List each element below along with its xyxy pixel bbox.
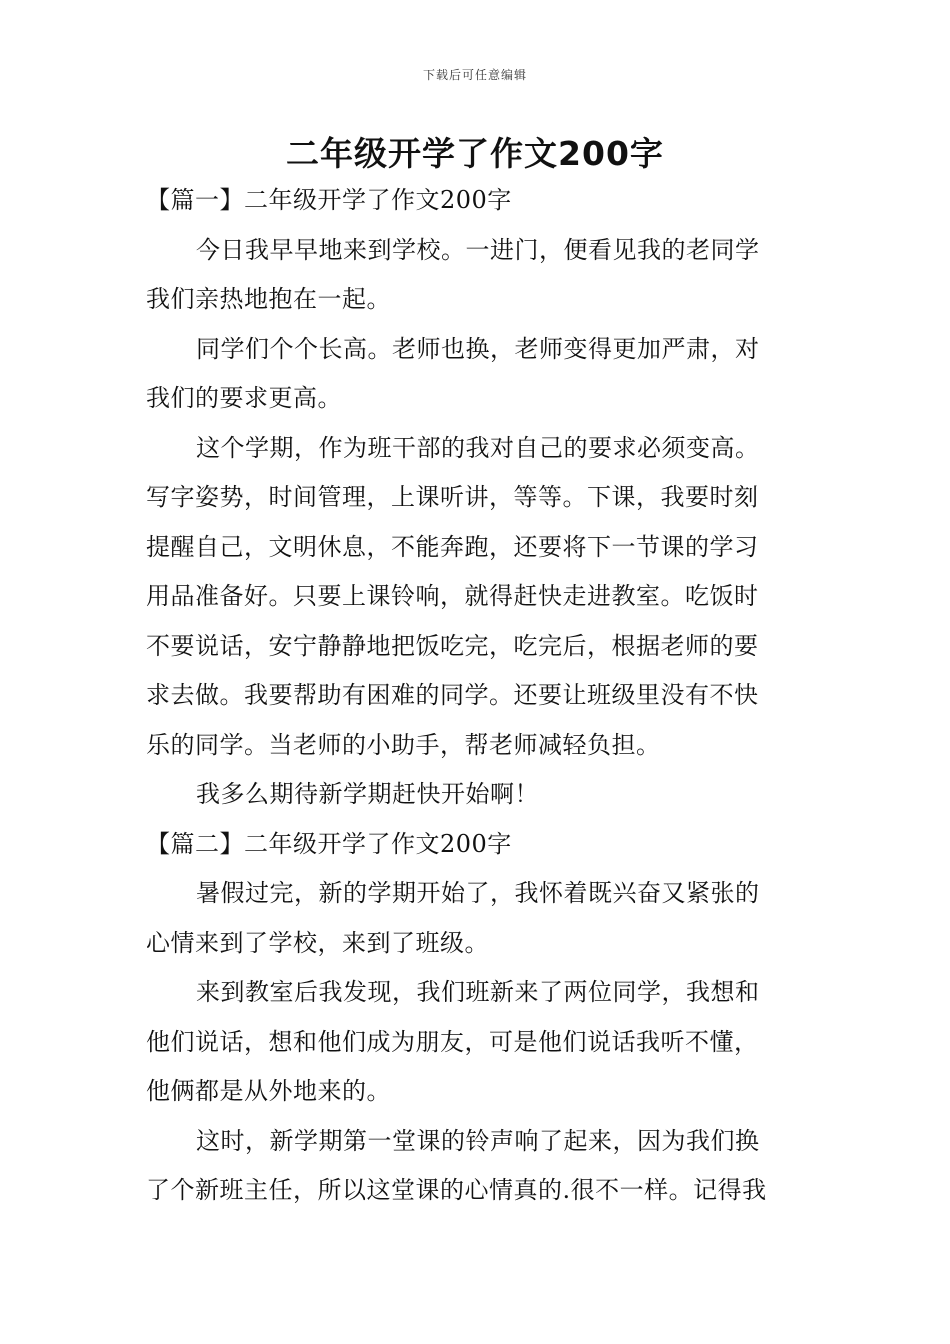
paragraph-line: 同学们个个长高。老师也换，老师变得更加严肃，对	[196, 334, 760, 363]
paragraph-line: 用品准备好。只要上课铃响，就得赶快走进教室。吃饭时	[146, 582, 759, 610]
paragraph-line: 心情来到了学校，来到了班级。	[146, 928, 489, 957]
paragraph-line: 我们亲热地抱在一起。	[146, 285, 391, 313]
header-note: 下载后可任意编辑	[422, 68, 527, 82]
paragraph-line: 乐的同学。当老师的小助手，帮老师减轻负担。	[146, 730, 661, 759]
paragraph-line: 我多么期待新学期赶快开始啊！	[196, 780, 539, 808]
document-body	[146, 176, 808, 1216]
section-heading-1: 【篇一】二年级开学了作文200字	[146, 186, 512, 214]
paragraph-line: 我们的要求更高。	[146, 384, 342, 412]
paragraph-line: 提醒自己，文明休息，不能奔跑，还要将下一节课的学习	[146, 532, 759, 561]
paragraph-line: 不要说话，安宁静静地把饭吃完，吃完后，根据老师的要	[146, 631, 759, 660]
section-heading-2: 【篇二】二年级开学了作文200字	[146, 829, 512, 858]
paragraph-line: 求去做。我要帮助有困难的同学。还要让班级里没有不快	[146, 681, 759, 709]
paragraph-line: 写字姿势，时间管理，上课听讲，等等。下课，我要时刻	[146, 483, 759, 511]
paragraph-line: 今日我早早地来到学校。一进门，便看见我的老同学	[196, 235, 760, 264]
paragraph-line: 了个新班主任，所以这堂课的心情真的.很不一样。记得我	[146, 1176, 767, 1204]
paragraph-line: 这个学期，作为班干部的我对自己的要求必须变高。	[196, 433, 760, 462]
paragraph-line: 来到教室后我发现，我们班新来了两位同学，我想和	[196, 978, 760, 1006]
paragraph-line: 暑假过完，新的学期开始了，我怀着既兴奋又紧张的	[196, 879, 760, 907]
paragraph-line: 他们说话，想和他们成为朋友，可是他们说话我听不懂，	[146, 1027, 759, 1056]
paragraph-line: 他俩都是从外地来的。	[146, 1077, 391, 1105]
paragraph-line: 这时，新学期第一堂课的铃声响了起来，因为我们换	[196, 1126, 760, 1155]
document-title: 二年级开学了作文200字	[286, 134, 664, 173]
